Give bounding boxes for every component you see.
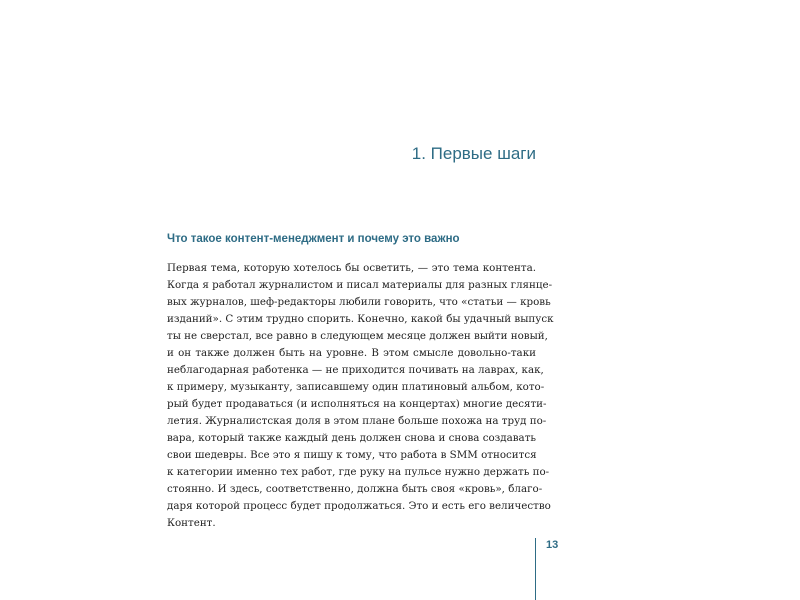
text-line: ты не сверстал, все равно в следующем месяце должен выйти новый, — [167, 330, 548, 342]
text-line: стоянно. И здесь, соответственно, должна быть своя «кровь», благо- — [167, 483, 543, 495]
text-line: вара, который также каждый день должен снова и снова создавать — [167, 432, 536, 444]
text-line: летия. Журналистская доля в этом плане больше похожа на труд по- — [167, 415, 547, 427]
text-line: Когда я работал журналистом и писал материалы для разных глянце- — [167, 279, 553, 291]
text-line: неблагодарная работенка — не приходится почивать на лаврах, как, — [167, 364, 544, 376]
body-paragraph — [167, 260, 554, 532]
page-number: 13 — [546, 539, 559, 551]
text-line: к примеру, музыканту, записавшему один платиновый альбом, кото- — [167, 381, 545, 393]
text-line: свои шедевры. Все это я пишу к тому, что работа в SMM относится — [167, 449, 537, 461]
text-line: рый будет продаваться (и исполняться на концертах) многие десяти- — [167, 398, 547, 410]
text-line: вых журналов, шеф-редакторы любили говорить, что «статьи — кровь — [167, 296, 551, 308]
text-line: Контент. — [167, 517, 216, 529]
chapter-title: 1. Первые шаги — [411, 144, 536, 163]
text-line: и он также должен быть на уровне. В этом смысле довольно-таки — [167, 347, 536, 359]
vertical-rule — [535, 538, 536, 600]
text-line: Первая тема, которую хотелось бы осветить, — это тема контента. — [167, 262, 536, 274]
text-line: даря которой процесс будет продолжаться. Это и есть его величество — [167, 500, 551, 512]
text-line: к категории именно тех работ, где руку на пульсе нужно держать по- — [167, 466, 550, 478]
text-line: изданий». С этим трудно спорить. Конечно, какой бы удачный выпуск — [167, 313, 554, 325]
section-heading: Что такое контент-менеджмент и почему это важно — [167, 233, 460, 245]
